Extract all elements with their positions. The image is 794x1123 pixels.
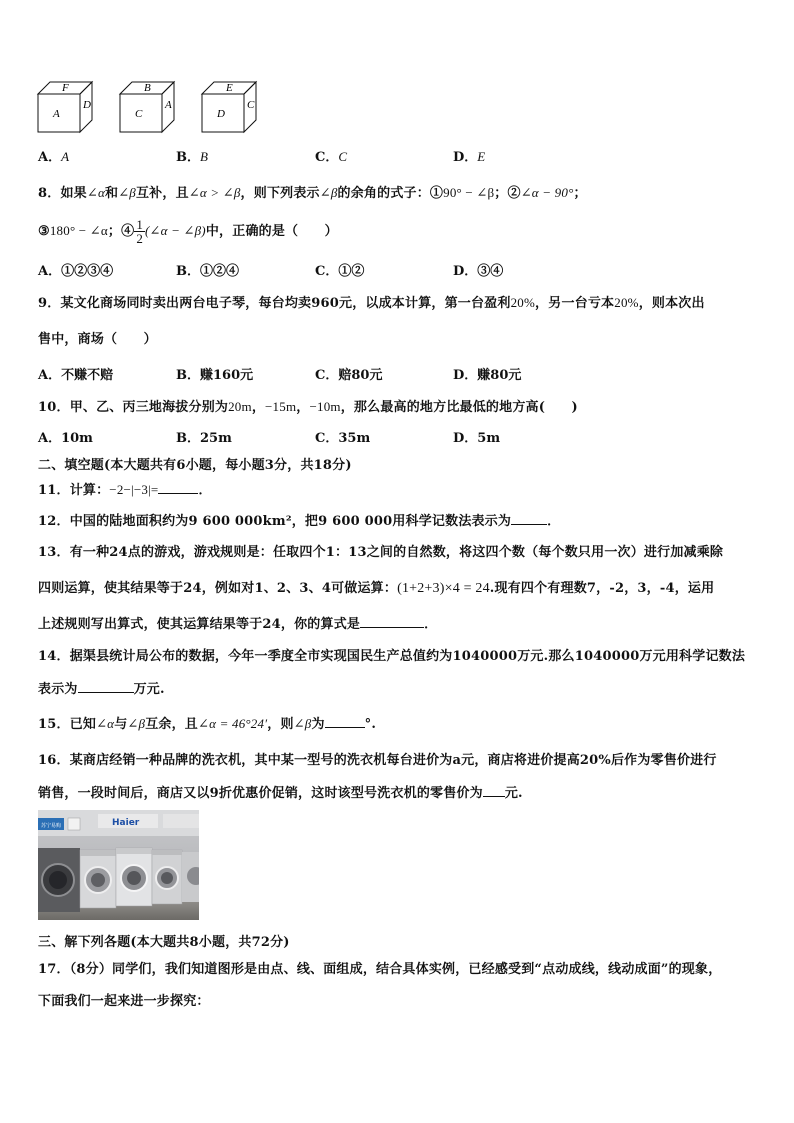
question-13-line-3: 上述规则写出算式，使其运算结果等于24，你的算式是 ． (38, 617, 438, 632)
answer-blank[interactable] (325, 715, 365, 728)
answer-blank[interactable] (511, 512, 547, 525)
question-13-line-1: 13．有一种24点的游戏，游戏规则是：任取四个1：13之间的自然数，将这四个数（每个数只用一次）进行加减乘除 (38, 545, 724, 560)
cube3-side-letter: C (247, 99, 255, 111)
q8-option-d: D．③④ (453, 264, 504, 279)
cube2-top-letter: B (144, 82, 151, 94)
fraction-one-half: $\frac{1}{2}$ (136, 217, 144, 246)
q9-option-c: C．赔80元 (315, 368, 383, 383)
q8-option-b: B．①②④ (176, 264, 239, 279)
cube1-side-letter: D (83, 99, 91, 111)
answer-blank[interactable] (360, 615, 424, 628)
question-8-line-2: ③180° − ∠α；④ $\frac{1}{2}$ (∠α − ∠β)中，正确的是（ ） (38, 217, 338, 246)
q10-option-b: B．25m (176, 431, 232, 446)
q10-option-a: A．10m (38, 431, 93, 446)
cube3-front-letter: D (217, 108, 225, 120)
question-15: 15．已知∠α与∠β互余，且∠α = 46°24′，则∠β为 °. (38, 716, 377, 732)
cube-figure-2 (118, 80, 182, 136)
question-9-line-1: 9．某文化商场同时卖出两台电子琴，每台均卖960元，以成本计算，第一台盈利20%，另一台亏本20%，则本次出 (38, 295, 705, 311)
question-10: 10．甲、乙、丙三地海拔分别为20m，−15m，−10m，那么最高的地方比最低的地方高( ) (38, 399, 578, 415)
haier-logo-text: Haier (112, 818, 140, 828)
q7-option-c: C．C (315, 149, 348, 165)
cube3-top-letter: E (226, 82, 233, 94)
section-3-heading: 三、解下列各题(本大题共8小题，共72分) (38, 935, 290, 950)
store-sign-text: 苏宁易购 (41, 823, 62, 829)
cube1-top-letter: F (62, 82, 69, 94)
q10-option-c: C．35m (315, 431, 371, 446)
q8-option-a: A．①②③④ (38, 264, 114, 279)
question-11: 11．计算：−2−|−3|= ． (38, 482, 212, 498)
question-14-line-1: 14．据渠县统计局公布的数据，今年一季度全市实现国民生产总值约为1040000万元.那么1040000万元用科学记数法 (38, 649, 746, 664)
answer-blank[interactable] (158, 481, 198, 494)
cube2-side-letter: A (165, 99, 172, 111)
section-2-heading: 二、填空题(本大题共有6小题，每小题3分，共18分) (38, 458, 352, 473)
cube1-front-letter: A (53, 108, 60, 120)
question-16-line-1: 16．某商店经销一种品牌的洗衣机，其中某一型号的洗衣机每台进价为a元，商店将进价提高20%后作为零售价进行 (38, 753, 717, 768)
question-17-line-1: 17．（8分）同学们，我们知道图形是由点、线、面组成，结合具体实例，已经感受到“点动成线，线动成面”的现象， (38, 962, 722, 977)
q8-option-c: C．①② (315, 264, 365, 279)
question-9-line-2: 售中，商场（ ） (38, 332, 157, 347)
answer-blank[interactable] (78, 680, 134, 693)
answer-blank[interactable] (483, 784, 505, 797)
washing-machine-photo (38, 810, 199, 920)
q9-option-d: D．赚80元 (453, 368, 522, 383)
q10-option-d: D．5m (453, 431, 501, 446)
q7-option-a: A．A (38, 149, 70, 165)
question-17-line-2: 下面我们一起来进一步探究： (38, 994, 210, 1009)
q7-option-b: B．B (176, 149, 208, 165)
cube-figure-1 (36, 80, 100, 136)
q9-option-b: B．赚160元 (176, 368, 254, 383)
question-16-line-2: 销售，一段时间后，商店又以9折优惠价促销，这时该型号洗衣机的零售价为 元. (38, 786, 523, 801)
question-13-line-2: 四则运算，使其结果等于24，例如对1、2、3、4可做运算：(1+2+3)×4 = 24.现有四个有理数7，-2，3，-4，运用 (38, 581, 715, 596)
q7-option-d: D．E (453, 149, 486, 165)
q9-option-a: A．不赚不赔 (38, 368, 114, 383)
cube2-front-letter: C (135, 108, 143, 120)
question-12: 12．中国的陆地面积约为9 600 000km²，把9 600 000用科学记数法表示为 ． (38, 514, 561, 529)
question-14-line-2: 表示为 万元. (38, 682, 165, 697)
question-8-line-1: 8．如果∠α和∠β互补，且∠α > ∠β，则下列表示∠β的余角的式子：①90° − ∠β；②∠α − 90°； (38, 185, 587, 201)
cube-figure-3 (200, 80, 264, 136)
